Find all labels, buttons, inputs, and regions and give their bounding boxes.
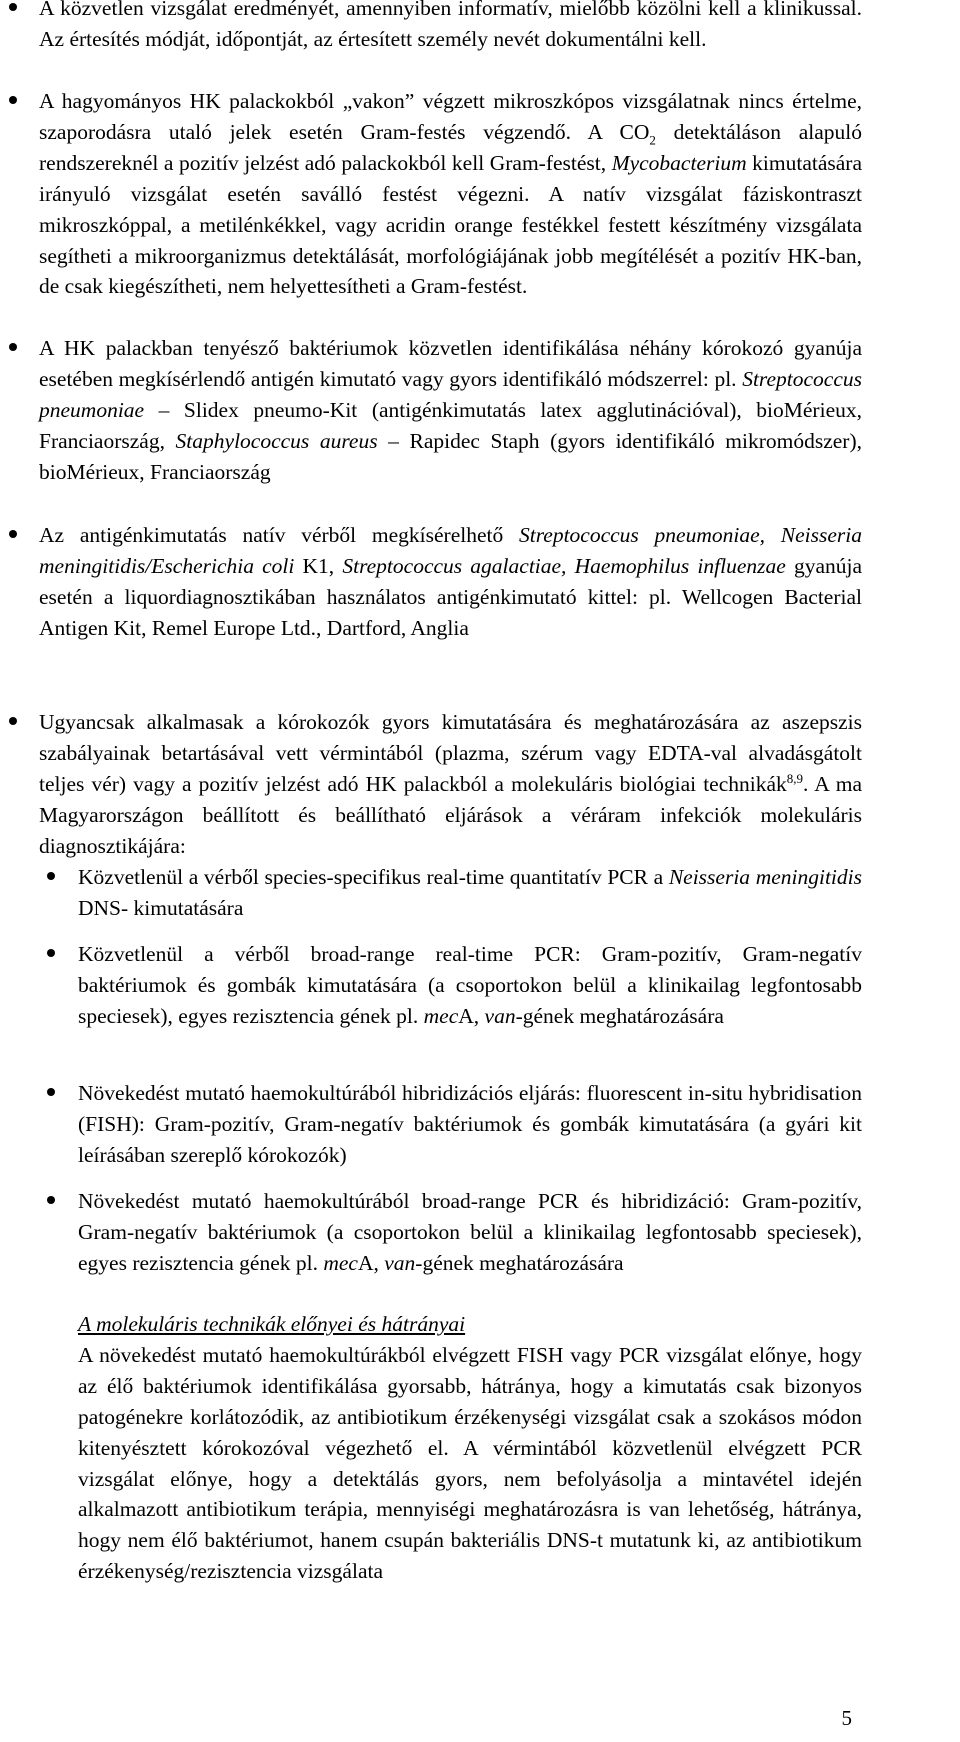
bullet-item [39,86,862,302]
section-heading: A molekuláris technikák előnyei és hátrányai [78,1312,466,1336]
bullet-icon [47,872,55,880]
bullet-text: A közvetlen vizsgálat eredményét, amennyiben informatív, mielőbb közölni kell a klinikussal. Az értesítés módját, időpontját, az értesített személy nevét dokumentálni kell. [39,0,862,51]
page-number: 5 [841,1706,852,1730]
bullet-text: A hagyományos HK palackokból „vakon” végzett mikroszkópos vizsgálatnak nincs értelme, szaporodásra utaló jelek esetén Gram-festés végzendő. A CO [39,89,862,144]
sub-bullet-item [78,939,862,1032]
bullet-icon [47,1088,55,1096]
sub-bullet-item [78,1186,862,1279]
bullet-text: gyanúja esetén a liquordiagnosztikában használatos antigénkimutató kittel: pl. Wellcogen Bacterial Antigen Kit, Remel Europe Ltd., Dartford, Anglia [39,553,862,640]
bullet-item [39,0,862,55]
bullet-text: Növekedést mutató haemokultúrából hibridizációs eljárás: fluorescent in-situ hybridisation (FISH): Gram-pozitív, Gram-negatív baktériumok és gombák kimutatására (a gyári kit leírásában szereplő kórokozók) [78,1081,862,1167]
bullet-icon [47,949,55,957]
bullet-text: . A ma Magyarországon beállított és beállítható eljárások a véráram infekciók molekuláris diagnosztikájára: [39,771,862,858]
bullet-text: kimutatására irányuló vizsgálat esetén saválló festést végezni. A natív vizsgálat fáziskontraszt mikroszkóppal, a metilénkékkel, vagy acridin orange festékkel festett készítmény vizsgálata segítheti a mikroorganizmus detektálását, morfológiájának jobb megítélését a pozitív HK-ban, de csak kiegészítheti, nem helyettesítheti a Gram-festést. [39,150,862,299]
italic-term: Streptococcus agalactiae, Haemophilus influenzae [342,553,786,578]
bullet-icon [9,530,17,538]
bullet-text: Közvetlenül a vérből broad-range real-time PCR: Gram-pozitív, Gram-negatív baktériumok és gombák kimutatására (a csoportokon belül a klinikailag legfontosabb speciesek), egyes rezisztencia gének pl. [78,942,862,1028]
italic-term: Mycobacterium [611,150,747,175]
bullet-text: K1, [294,553,343,578]
sub-bullet-item [78,1078,862,1171]
italic-term: van [384,1250,416,1275]
sub-bullet-item [78,862,862,924]
bullet-item [39,520,862,644]
italic-term: Staphylococcus aureus [175,428,378,453]
bullet-icon [9,343,17,351]
bullet-text: Ugyancsak alkalmasak a kórokozók gyors kimutatására és meghatározására az aszepszis szabályainak betartásával vett vérmintából (plazma, szérum vagy EDTA-val alvadásgátolt teljes vér) vagy a pozitív jelzést adó HK palackból a molekuláris biológiai technikák [39,710,862,796]
bullet-text: Növekedést mutató haemokultúrából broad-range PCR és hibridizáció: Gram-pozitív, Gram-negatív baktériumok (a csoportokon belül a klinikailag legfontosabb speciesek), egyes rezisztencia gének pl. [78,1189,862,1275]
bullet-icon [9,96,17,104]
italic-term: Streptococcus pneumoniae, Neisseria meningitidis/Escherichia coli [39,523,862,578]
bullet-text: – Rapidec Staph (gyors identifikáló mikromódszer), bioMérieux, Franciaország [39,428,862,484]
italic-term: mec [423,1003,459,1028]
italic-term: mec [323,1250,358,1275]
bullet-text: – Slidex pneumo-Kit (antigénkimutatás latex agglutinációval), bioMérieux, Franciaország, [39,397,862,453]
superscript: 8,9 [786,770,804,786]
italic-term: Streptococcus pneumoniae [39,366,862,422]
section-block [78,1309,862,1587]
bullet-icon [9,717,17,725]
bullet-icon [47,1196,55,1204]
bullet-text: A, [357,1250,385,1275]
italic-term: Neisseria meningitidis [668,865,862,889]
bullet-text: -gének meghatározására [415,1250,624,1275]
bullet-text: Közvetlenül a vérből species-specifikus real-time quantitatív PCR a [78,865,669,889]
bullet-item [39,333,862,488]
bullet-text: -gének meghatározására [515,1003,724,1028]
bullet-text: A, [458,1003,485,1028]
bullet-text: Az antigénkimutatás natív vérből megkísérelhető [39,523,519,547]
bullet-item [39,707,862,862]
bullet-text: A HK palackban tenyésző baktériumok közvetlen identifikálása néhány kórokozó gyanúja esetében megkísérlendő antigén kimutató vagy gyors identifikáló módszerrel: pl. [39,336,862,391]
bullet-text: DNS- kimutatására [78,895,244,920]
italic-term: van [484,1003,516,1028]
bullet-icon [9,3,17,11]
subscript: 2 [649,132,656,148]
bullet-text: detektáláson alapuló rendszereknél a pozitív jelzést adó palackokból kell Gram-festést, [39,119,862,175]
section-paragraph: A növekedést mutató haemokultúrákból elvégzett FISH vagy PCR vizsgálat előnye, hogy az élő baktériumok identifikálása gyorsabb, hátránya, hogy a kimutatás csak bizonyos patogénekre korlátozódik, az antibiotikum érzékenységi vizsgálat csak a szokásos módon kitenyésztett kórokozóval végezhető el. A vérmintából közvetlenül elvégzett PCR vizsgálat előnye, hogy a detektálás gyors, nem befolyásolja a mintavétel idején alkalmazott antibiotikum terápia, mennyiségi meghatározásra is van lehetőség, hátránya, hogy nem élő baktériumot, hanem csupán bakteriális DNS-t mutatunk ki, az antibiotikum érzékenység/rezisztencia vizsgálata [78,1342,862,1584]
